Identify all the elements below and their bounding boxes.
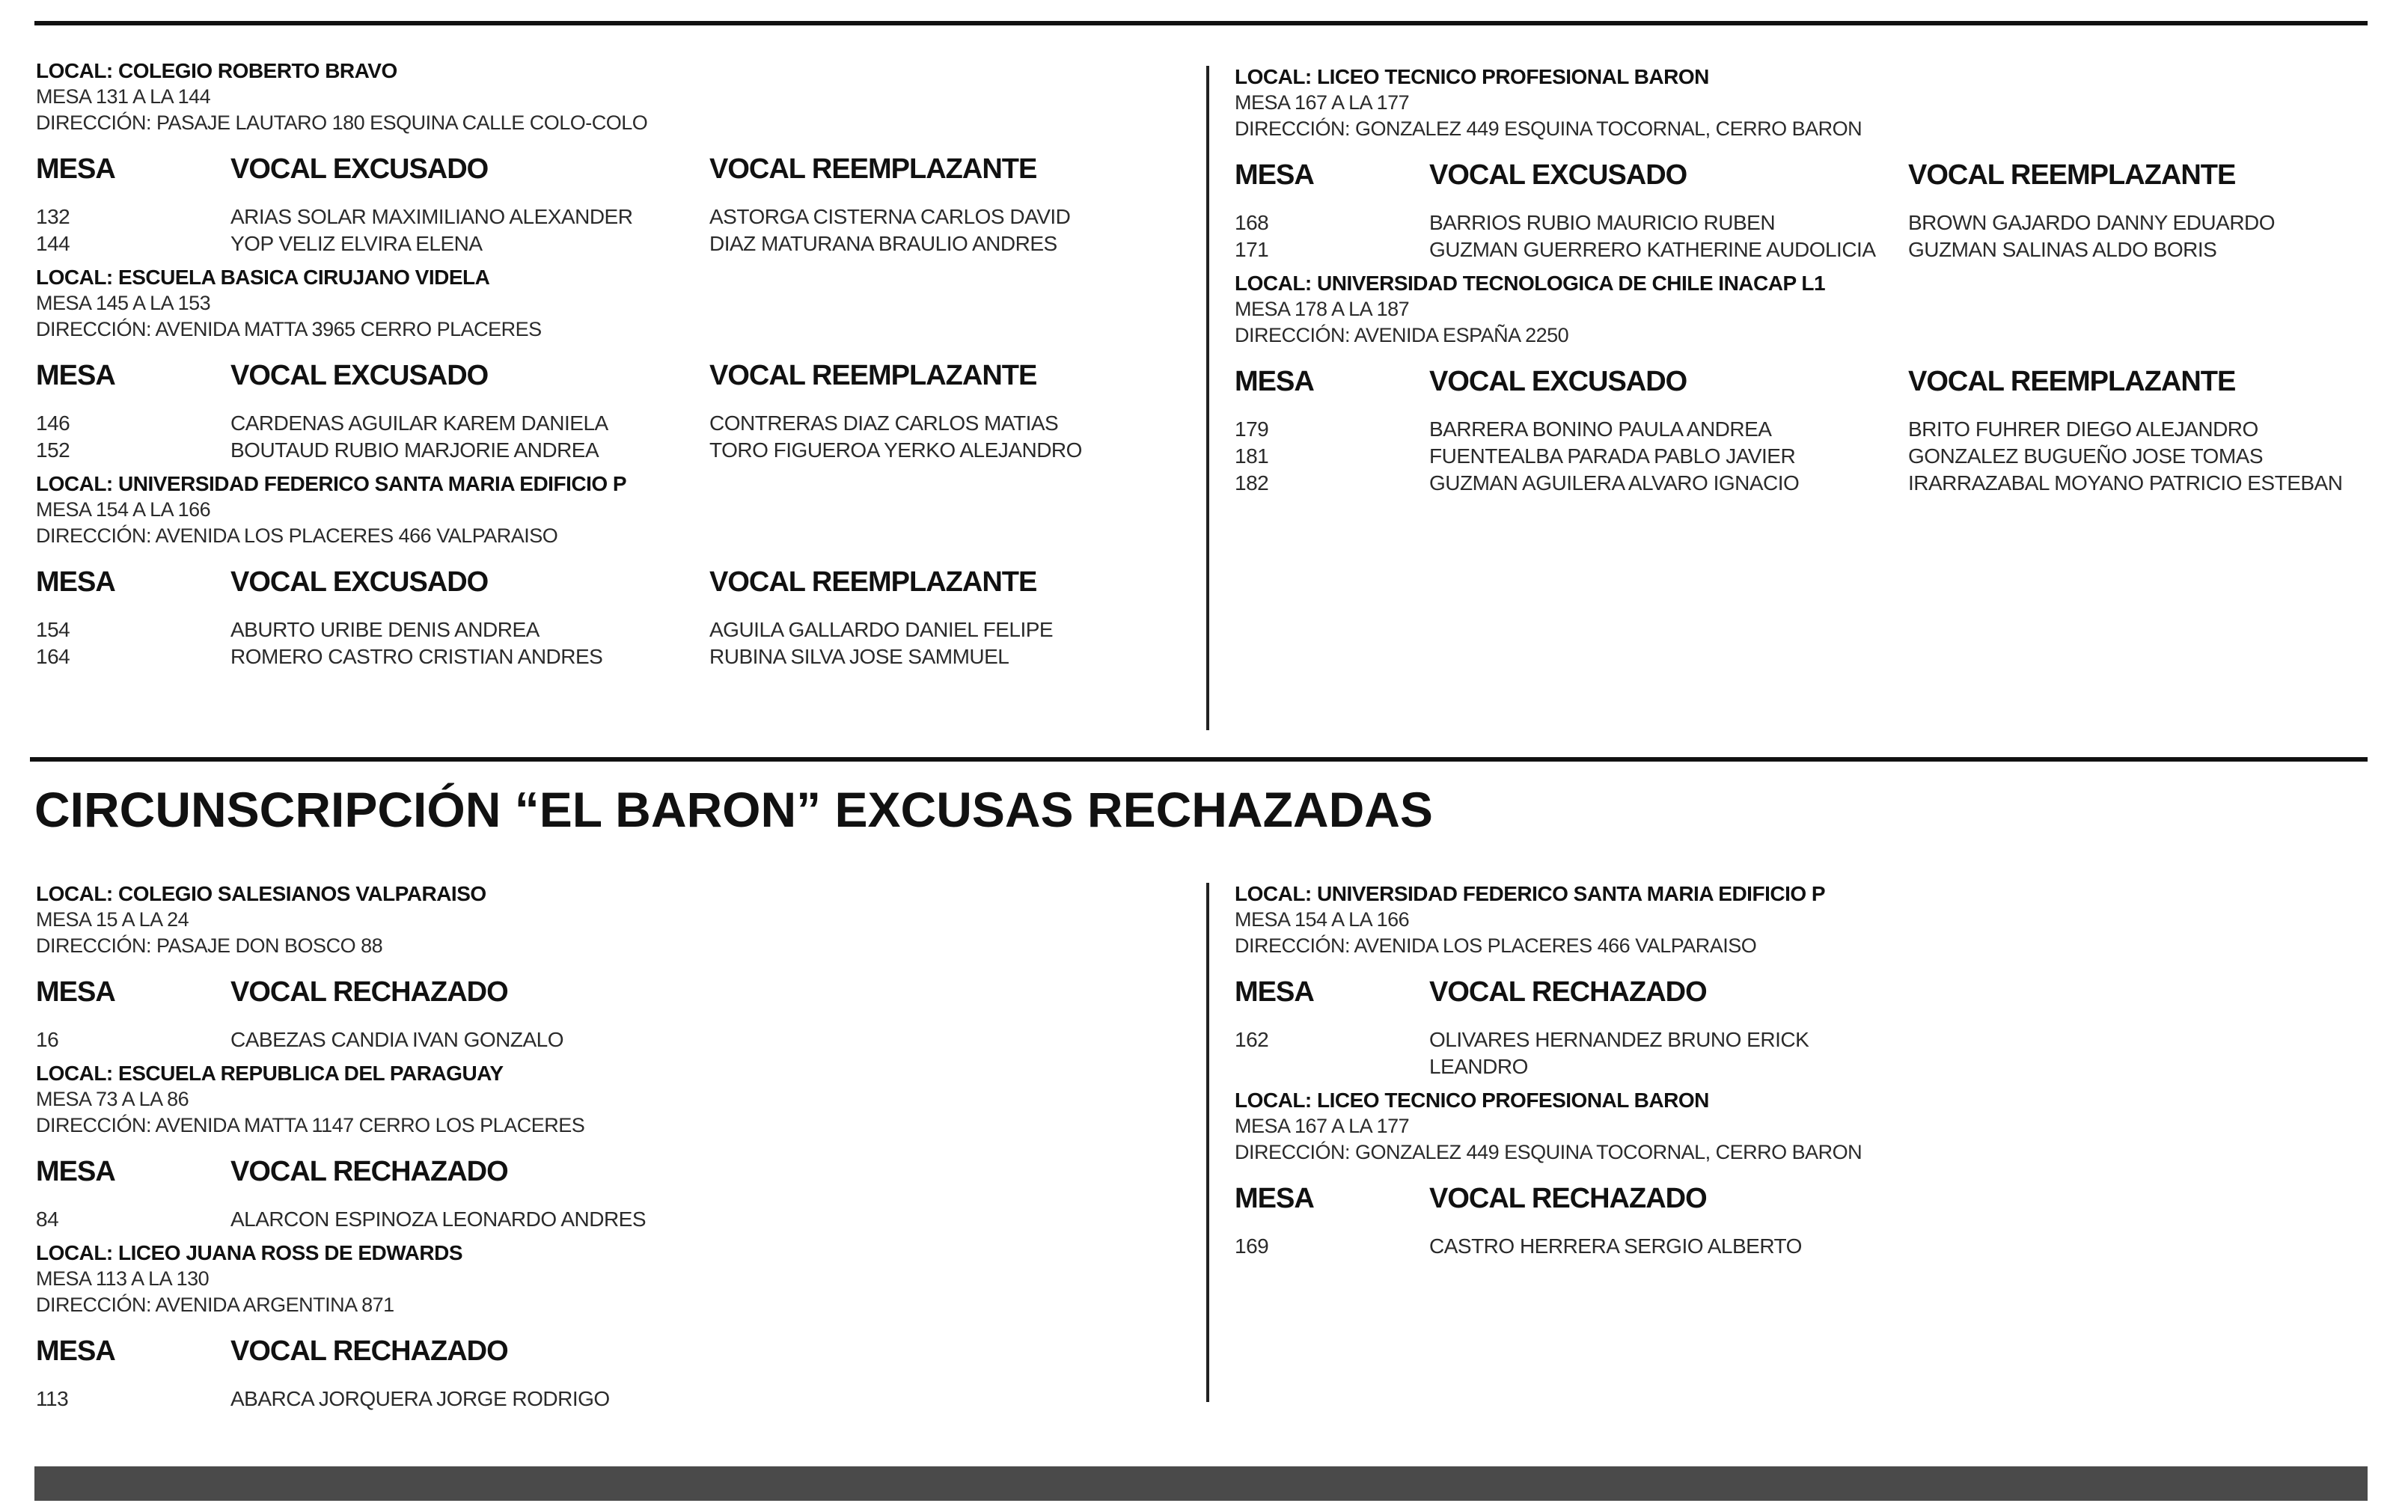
table-cell: GONZALEZ BUGUEÑO JOSE TOMAS [1908,444,2263,468]
table-header [36,153,1173,186]
table-cell: TORO FIGUEROA YERKO ALEJANDRO [709,438,1082,462]
table-cell: 168 [1235,211,1269,234]
table-cell: ALARCON ESPINOZA LEONARDO ANDRES [230,1208,647,1231]
table-row [36,410,1173,437]
address: DIRECCIÓN: AVENIDA ESPAÑA 2250 [1235,324,1569,346]
local-block [36,471,1173,670]
address: DIRECCIÓN: AVENIDA LOS PLACERES 466 VALPARAISO [1235,934,1757,957]
table-cell: DIAZ MATURANA BRAULIO ANDRES [709,232,1057,255]
column-header: MESA [1235,159,1314,191]
table-row [36,1026,1173,1053]
table-row [36,1206,1173,1233]
table-cell: BROWN GAJARDO DANNY EDUARDO [1908,211,2276,234]
table-cell: RUBINA SILVA JOSE SAMMUEL [709,645,1009,668]
mesa-range: MESA 73 A LA 86 [36,1088,189,1110]
table-header [1235,1182,2372,1215]
table-cell: GUZMAN SALINAS ALDO BORIS [1908,238,2217,261]
local-block [36,58,1173,257]
column-header: VOCAL EXCUSADO [230,360,489,391]
column-header: MESA [36,153,115,185]
address: DIRECCIÓN: PASAJE DON BOSCO 88 [36,934,383,957]
table-cell: 146 [36,411,70,435]
local-name: LOCAL: UNIVERSIDAD FEDERICO SANTA MARIA EDIFICIO P [1235,882,1826,905]
local-name: LOCAL: COLEGIO SALESIANOS VALPARAISO [36,882,486,905]
table-header [1235,976,2372,1008]
local-block [1235,881,2372,1080]
column-header: MESA [36,976,115,1008]
column-header: MESA [36,1335,115,1367]
column-header: VOCAL REEMPLAZANTE [709,153,1037,185]
address: DIRECCIÓN: PASAJE LAUTARO 180 ESQUINA CALLE COLO-COLO [36,111,648,134]
table-row [1235,416,2372,443]
table-row [36,437,1173,464]
column-header: VOCAL REEMPLAZANTE [1908,159,2236,191]
table-cell: 164 [36,645,70,668]
mesa-range: MESA 167 A LA 177 [1235,1115,1410,1137]
column-header: VOCAL EXCUSADO [230,566,489,598]
middle-rule [30,757,2368,762]
table-cell: CASTRO HERRERA SERGIO ALBERTO [1429,1234,1802,1258]
table-cell: YOP VELIZ ELVIRA ELENA [230,232,483,255]
table-row [1235,1233,2372,1260]
table-cell: ASTORGA CISTERNA CARLOS DAVID [709,205,1071,228]
table-header [36,976,1173,1008]
table-row [36,643,1173,670]
table-cell: 132 [36,205,70,228]
address: DIRECCIÓN: AVENIDA MATTA 1147 CERRO LOS PLACERES [36,1114,585,1136]
local-block [36,1240,1173,1412]
column-header: VOCAL REEMPLAZANTE [1908,366,2236,397]
local-name: LOCAL: LICEO JUANA ROSS DE EDWARDS [36,1241,462,1264]
table-cell: 169 [1235,1234,1269,1258]
mesa-range: MESA 154 A LA 166 [1235,908,1410,931]
table-cell: 171 [1235,238,1269,261]
table-cell: 113 [36,1387,69,1410]
column-header: MESA [1235,976,1314,1008]
column-header: VOCAL REEMPLAZANTE [709,566,1037,598]
table-cell: ABURTO URIBE DENIS ANDREA [230,618,540,641]
local-name: LOCAL: ESCUELA REPUBLICA DEL PARAGUAY [36,1062,504,1085]
table-row [1235,470,2372,497]
column-header: VOCAL RECHAZADO [230,1335,508,1367]
top-left-column [36,58,1173,678]
mesa-range: MESA 145 A LA 153 [36,292,211,314]
address: DIRECCIÓN: GONZALEZ 449 ESQUINA TOCORNAL, CERRO BARON [1235,1141,1862,1163]
table-cell: ABARCA JORQUERA JORGE RODRIGO [230,1387,610,1410]
local-name: LOCAL: UNIVERSIDAD FEDERICO SANTA MARIA EDIFICIO P [36,472,627,495]
table-cell: 152 [36,438,70,462]
local-block [1235,1088,2372,1260]
table-cell: 162 [1235,1028,1269,1051]
table-cell: CONTRERAS DIAZ CARLOS MATIAS [709,411,1059,435]
table-cell: 179 [1235,417,1269,441]
column-header: MESA [36,1156,115,1187]
local-block [36,265,1173,464]
column-header: VOCAL RECHAZADO [1429,976,1707,1008]
table-row [1235,236,2372,263]
local-name: LOCAL: UNIVERSIDAD TECNOLOGICA DE CHILE INACAP L1 [1235,272,1826,295]
column-header: VOCAL RECHAZADO [230,1156,508,1187]
table-header [1235,159,2372,192]
top-column-divider [1206,66,1209,730]
table-cell: BARRERA BONINO PAULA ANDREA [1429,417,1772,441]
local-name: LOCAL: ESCUELA BASICA CIRUJANO VIDELA [36,266,490,289]
table-cell: 16 [36,1028,59,1051]
table-cell: FUENTEALBA PARADA PABLO JAVIER [1429,444,1796,468]
table-cell: 84 [36,1208,59,1231]
table-cell: BOUTAUD RUBIO MARJORIE ANDREA [230,438,599,462]
column-header: MESA [36,566,115,598]
table-cell: AGUILA GALLARDO DANIEL FELIPE [709,618,1054,641]
mesa-range: MESA 131 A LA 144 [36,85,211,108]
local-block [1235,271,2372,497]
column-header: VOCAL EXCUSADO [1429,159,1687,191]
column-header: VOCAL RECHAZADO [230,976,508,1008]
address: DIRECCIÓN: AVENIDA MATTA 3965 CERRO PLACERES [36,318,542,340]
mesa-range: MESA 113 A LA 130 [36,1267,210,1290]
column-header: MESA [1235,1183,1314,1214]
top-right-column [1235,64,2372,504]
table-cell: ARIAS SOLAR MAXIMILIANO ALEXANDER [230,205,633,228]
table-cell: 144 [36,232,70,255]
local-block [1235,64,2372,263]
table-cell: BARRIOS RUBIO MAURICIO RUBEN [1429,211,1776,234]
address: DIRECCIÓN: AVENIDA LOS PLACERES 466 VALPARAISO [36,524,558,547]
table-row [1235,443,2372,470]
table-cell: 182 [1235,471,1269,495]
table-cell: CABEZAS CANDIA IVAN GONZALO [230,1028,563,1051]
local-name: LOCAL: LICEO TECNICO PROFESIONAL BARON [1235,1089,1709,1112]
table-cell: OLIVARES HERNANDEZ BRUNO ERICK LEANDRO [1429,1028,1809,1078]
mesa-range: MESA 178 A LA 187 [1235,298,1410,320]
table-cell: GUZMAN AGUILERA ALVARO IGNACIO [1429,471,1800,495]
column-header: VOCAL EXCUSADO [1429,366,1687,397]
table-row [36,1386,1173,1412]
table-cell: IRARRAZABAL MOYANO PATRICIO ESTEBAN [1908,471,2343,495]
column-header: MESA [1235,366,1314,397]
table-header [36,1335,1173,1368]
table-cell: BRITO FUHRER DIEGO ALEJANDRO [1908,417,2258,441]
table-row [36,203,1173,230]
bottom-column-divider [1206,883,1209,1402]
local-name: LOCAL: COLEGIO ROBERTO BRAVO [36,59,397,82]
top-rule [34,21,2368,25]
table-cell: 181 [1235,444,1269,468]
table-cell: GUZMAN GUERRERO KATHERINE AUDOLICIA [1429,238,1876,261]
table-row [1235,1026,2372,1080]
bottom-left-column [36,881,1173,1420]
footer-bar [34,1466,2368,1501]
address: DIRECCIÓN: GONZALEZ 449 ESQUINA TOCORNAL, CERRO BARON [1235,117,1862,140]
table-header [36,359,1173,392]
column-header: VOCAL EXCUSADO [230,153,489,185]
table-row [36,616,1173,643]
table-header [36,1155,1173,1188]
section-title: CIRCUNSCRIPCIÓN “EL BARON” EXCUSAS RECHAZADAS [34,782,1433,837]
address: DIRECCIÓN: AVENIDA ARGENTINA 871 [36,1294,394,1316]
local-name: LOCAL: LICEO TECNICO PROFESIONAL BARON [1235,65,1709,88]
column-header: VOCAL REEMPLAZANTE [709,360,1037,391]
table-header [36,566,1173,599]
bottom-right-column [1235,881,2372,1267]
mesa-range: MESA 154 A LA 166 [36,498,211,521]
local-block [36,1061,1173,1233]
column-header: MESA [36,360,115,391]
column-header: VOCAL RECHAZADO [1429,1183,1707,1214]
mesa-range: MESA 167 A LA 177 [1235,91,1410,114]
table-cell: 154 [36,618,70,641]
mesa-range: MESA 15 A LA 24 [36,908,189,931]
table-header [1235,365,2372,398]
local-block [36,881,1173,1053]
table-cell: ROMERO CASTRO CRISTIAN ANDRES [230,645,603,668]
table-row [1235,209,2372,236]
table-row [36,230,1173,257]
table-cell: CARDENAS AGUILAR KAREM DANIELA [230,411,608,435]
